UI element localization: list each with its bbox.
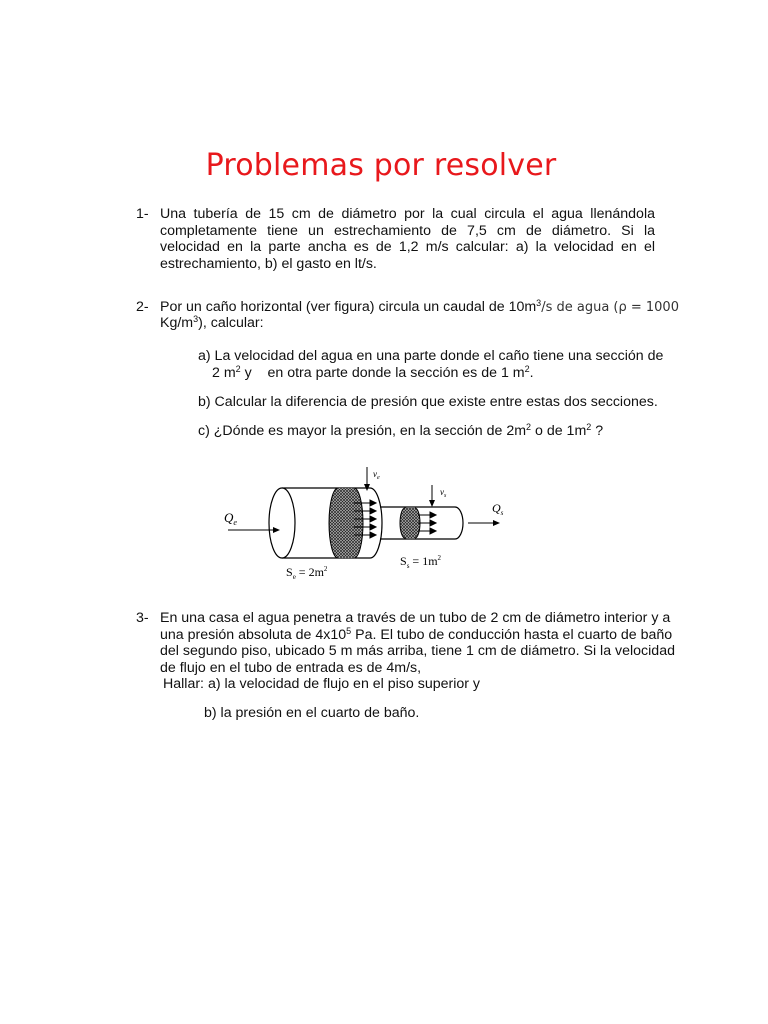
section-ss [400, 508, 420, 538]
problem-2-item-b: b) Calcular la diferencia de presión que existe entre estas dos secciones. [198, 394, 658, 410]
ve-arrow [364, 467, 370, 491]
wide-pipe [269, 488, 382, 558]
qs-label: $Q_s$ [492, 501, 504, 517]
section-se [329, 488, 363, 558]
problem-3-line-6: b) la presión en el cuarto de baño. [204, 705, 420, 721]
qe-label: $Q_e$ [224, 510, 237, 527]
vs-label: $v_s$ [440, 487, 447, 499]
problem-2-intro: Por un caño horizontal (ver figura) circula un caudal de $10m^3/s$ de agua (ρ = 1000 [160, 298, 679, 315]
se-label: $S_e = 2m^2$ [286, 565, 328, 581]
problem-2-item-a: a) La velocidad del agua en una parte donde el caño tiene una sección de [198, 348, 664, 364]
outlet-arrow [468, 520, 500, 526]
problem-3-line-1: En una casa el agua penetra a través de un tubo de 2 cm de diámetro interior y a [160, 610, 671, 626]
page-title: Problemas por resolver [205, 148, 557, 183]
problem-2-intro-cont: $Kg/m^3$), calcular: [160, 314, 264, 331]
problem-2-number: 2- [136, 299, 149, 315]
ss-label: $S_s = 1m^2$ [400, 554, 442, 570]
problem-3-line-3: del segundo piso, ubicado 5 m más arriba, tiene 1 cm de diámetro. Si la velocidad [160, 643, 675, 659]
problem-1-text: Una tubería de 15 cm de diámetro por la cual circula el agua llenándola completamente tiene un estrechamiento de 7,5 cm de diámetro. Si la velocidad en la parte ancha es de 1,2 m/s calcular: a) la velocidad en el estrechamiento, b) el gasto en lt/s. [160, 206, 655, 272]
ve-label: $v_e$ [373, 469, 380, 481]
problem-1-number: 1- [136, 206, 149, 222]
problem-2-item-c: c) ¿Dónde es mayor la presión, en la sección de $2m^2$ o de $1m^2$ ? [198, 422, 604, 439]
problem-3-number: 3- [136, 610, 149, 626]
pipe-figure [200, 455, 540, 585]
flow-arrows-narrow [418, 512, 436, 534]
problem-3-line-4: de flujo en el tubo de entrada es de 4m/s, [160, 660, 422, 676]
vs-arrow [429, 485, 435, 507]
problem-3-line-2: una presión absoluta de $4x10^5$ Pa. El tubo de conducción hasta el cuarto de baño [160, 626, 673, 643]
problem-2-item-a-cont: 2 $m^2$ y en otra parte donde la sección es de 1 $m^2$. [212, 364, 534, 381]
problem-3-line-5: Hallar: a) la velocidad de flujo en el piso superior y [163, 676, 481, 692]
